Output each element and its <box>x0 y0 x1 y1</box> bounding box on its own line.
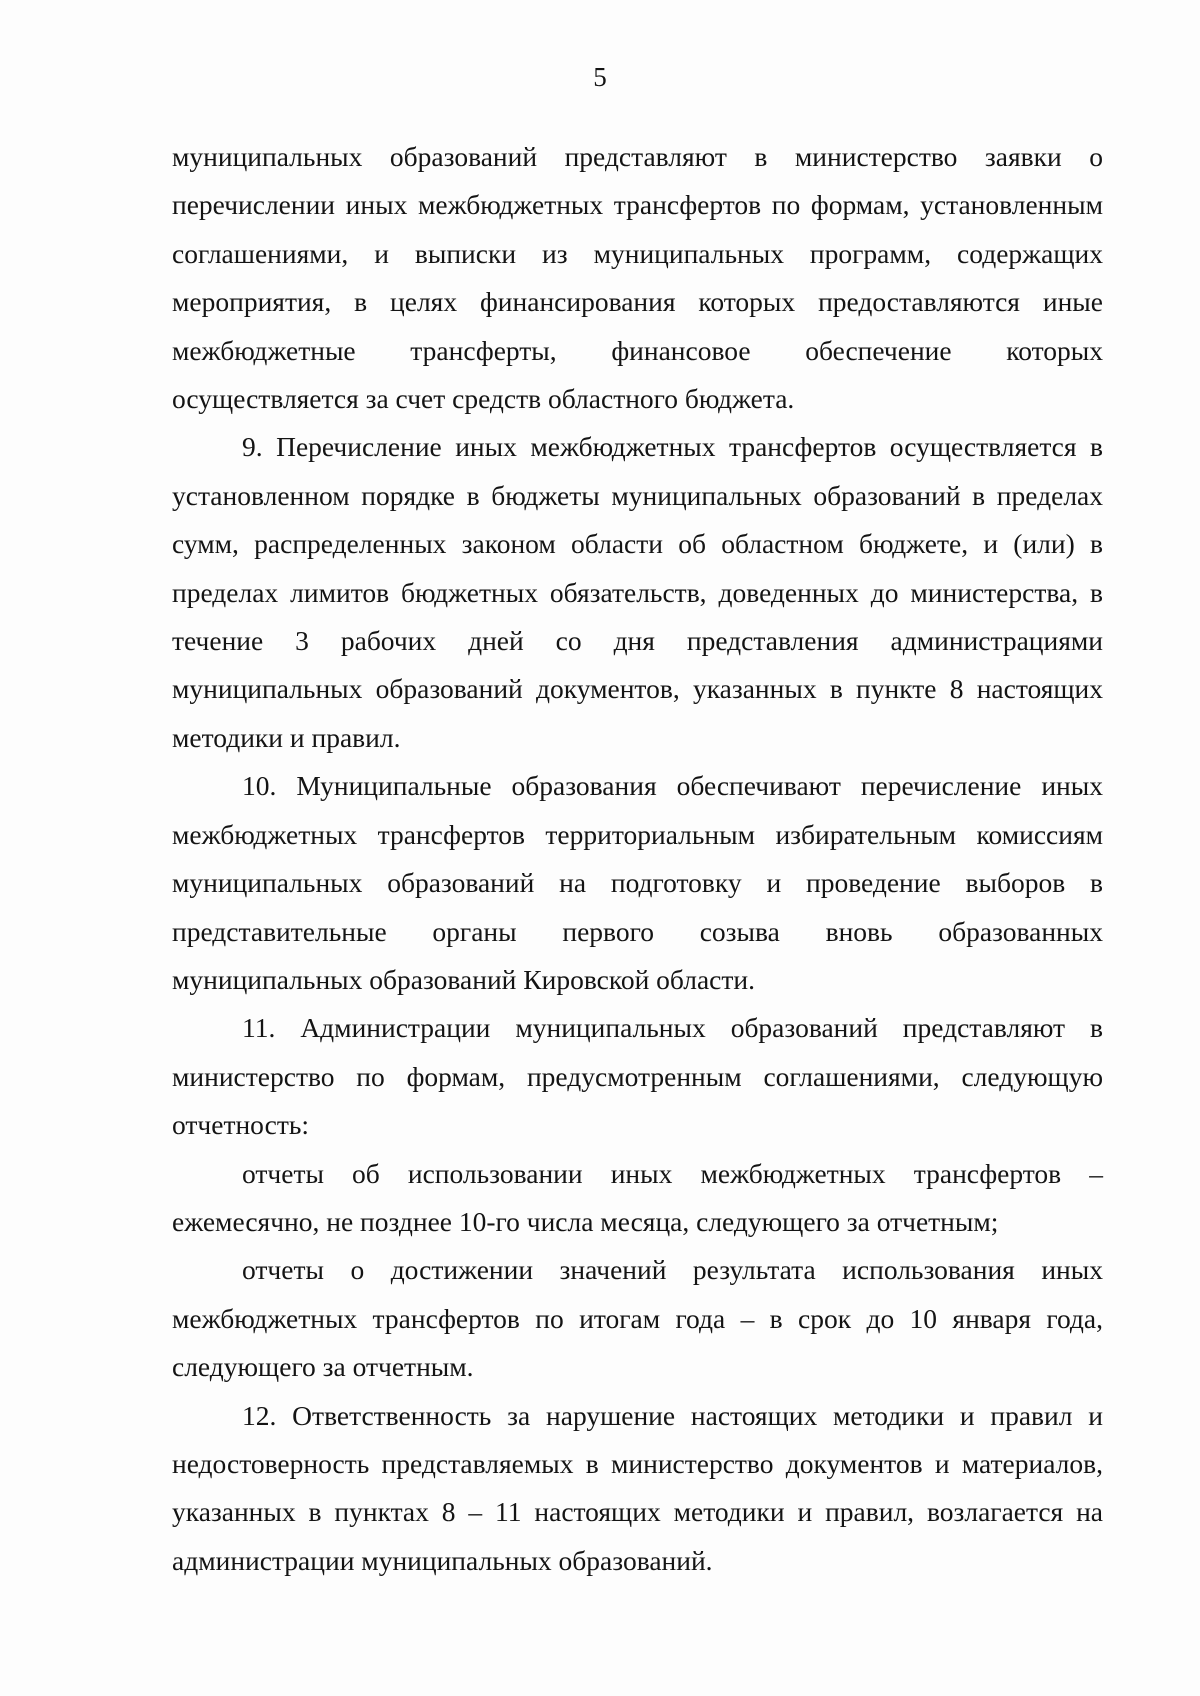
paragraph-item-12: 12. Ответственность за нарушение настоящих методики и правил и недостоверность представляемых в министерство документов и материалов, указанных в пунктах 8 – 11 настоящих методики и правил, возлагается на администрации муниципальных образований. <box>172 1399 1103 1576</box>
paragraph-item-10: 10. Муниципальные образования обеспечивают перечисление иных межбюджетных трансфертов территориальным избирательным комиссиям муниципальных образований на подготовку и проведение выборов в представительные органы первого созыва вновь образованных муниципальных образований Кировской области. <box>172 770 1103 995</box>
document-body <box>172 133 1103 1585</box>
paragraph-item-9: 9. Перечисление иных межбюджетных трансфертов осуществляется в установленном порядке в бюджеты муниципальных образований в пределах сумм, распределенных законом области об областном бюджете, и (или) в пределах лимитов бюджетных обязательств, доведенных до министерства, в течение 3 рабочих дней со дня представления администрациями муниципальных образований документов, указанных в пункте 8 настоящих методики и правил. <box>172 431 1103 753</box>
paragraph-continuation: муниципальных образований представляют в министерство заявки о перечислении иных межбюджетных трансфертов по формам, установленным соглашениями, и выписки из муниципальных программ, содержащих мероприятия, в целях финансирования которых предоставляются иные межбюджетные трансферты, финансовое обеспечение которых осуществляется за счет средств областного бюджета. <box>172 141 1103 415</box>
paragraph-report-usage: отчеты об использовании иных межбюджетных трансфертов – ежемесячно, не позднее 10-го числа месяца, следующего за отчетным; <box>172 1157 1103 1237</box>
paragraph-item-11: 11. Администрации муниципальных образований представляют в министерство по формам, предусмотренным соглашениями, следующую отчетность: <box>172 1012 1103 1141</box>
page-number: 5 <box>593 62 607 92</box>
paragraph-report-results: отчеты о достижении значений результата использования иных межбюджетных трансфертов по итогам года – в срок до 10 января года, следующего за отчетным. <box>172 1254 1103 1383</box>
